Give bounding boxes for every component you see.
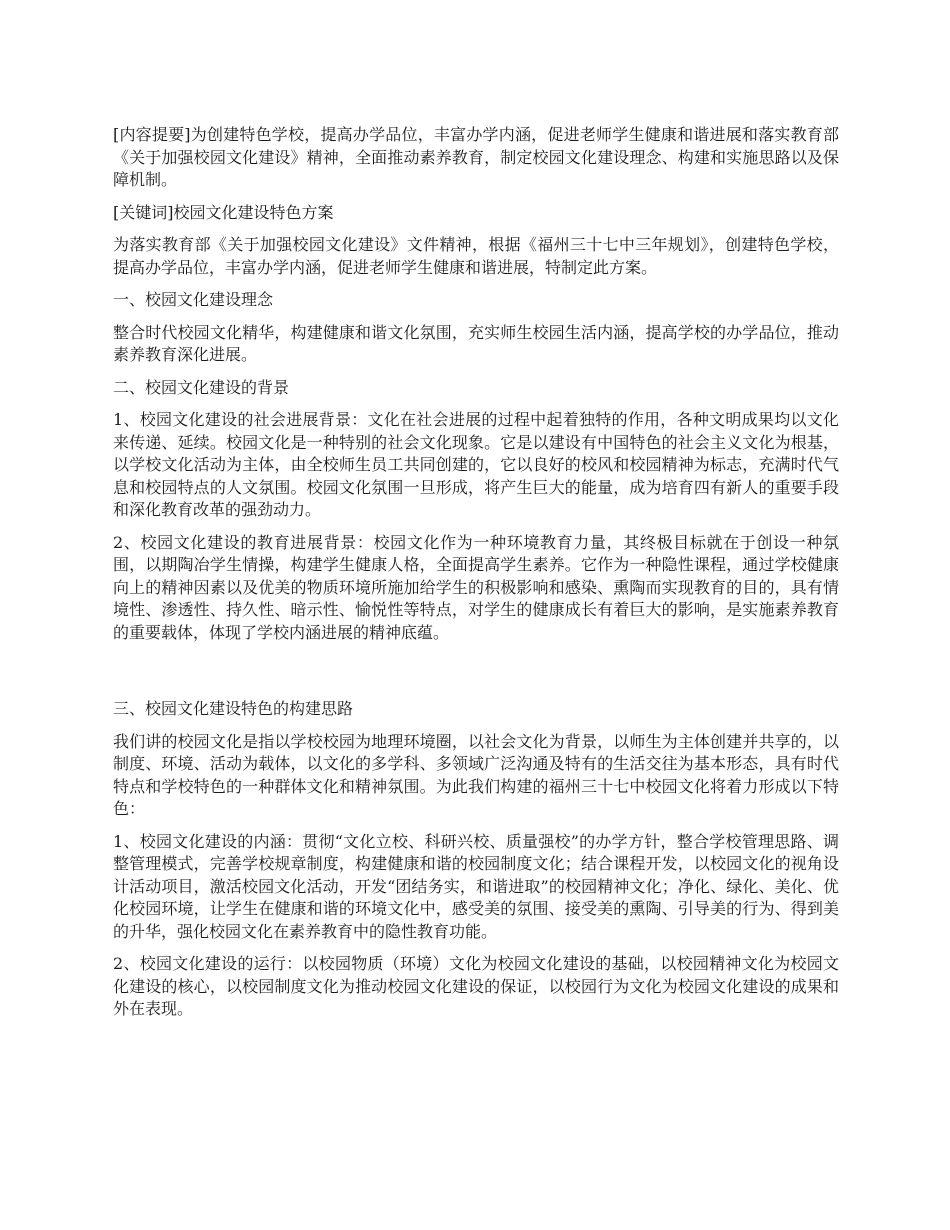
abstract-paragraph: [内容提要]为创建特色学校，提高办学品位，丰富办学内涵，促进老师学生健康和谐进展和落实教育部《关于加强校园文化建设》精神，全面推动素养教育，制定校园文化建设理念、构建和实施思路以及保障机制。 <box>113 125 839 189</box>
concept-paragraph: 整合时代校园文化精华，构建健康和谐文化氛围，充实师生校园生活内涵，提高学校的办学品位，推动素养教育深化进展。 <box>113 322 839 364</box>
blank-space <box>113 654 839 698</box>
section-heading-2: 二、校园文化建设的背景 <box>113 377 290 397</box>
section-heading-3: 三、校园文化建设特色的构建思路 <box>113 699 354 718</box>
social-background-paragraph: 1、校园文化建设的社会进展背景：文化在社会进展的过程中起着独特的作用，各种文明成果均以文化来传递、延续。校园文化是一种特别的社会文化现象。它是以建设有中国特色的社会主义文化为根基，以学校文化活动为主体，由全校师生员工共同创建的，它以良好的校风和校园精神为标志，充满时代气息和校园特点的人文氛围。校园文化氛围一旦形成，将产生巨大的能量，成为培育四有新人的重要手段和深化教育改革的强劲动力。 <box>113 410 839 519</box>
keywords-paragraph: [关键词]校园文化建设特色方案 <box>113 202 334 222</box>
education-background-paragraph: 2、校园文化建设的教育进展背景：校园文化作为一种环境教育力量，其终极目标就在于创设一种氛围，以期陶冶学生情操，构建学生健康人格，全面提高学生素养。它作为一种隐性课程，通过学校健康向上的精神因素以及优美的物质环境所施加给学生的积极影响和感染、熏陶而实现教育的目的，具有情境性、渗透性、持久性、暗示性、愉悦性等特点，对学生的健康成长有着巨大的影响，是实施素养教育的重要载体，体现了学校内涵进展的精神底蕴。 <box>113 532 839 642</box>
section-heading-1: 一、校园文化建设理念 <box>113 290 274 309</box>
document-page <box>113 124 839 1031</box>
intro-paragraph: 为落实教育部《关于加强校园文化建设》文件精神，根据《福州三十七中三年规划》，创建特色学校，提高办学品位，丰富办学内涵，促进老师学生健康和谐进展，特制定此方案。 <box>113 235 839 277</box>
culture-definition-paragraph: 我们讲的校园文化是指以学校校园为地理环境圈，以社会文化为背景，以师生为主体创建并共享的，以制度、环境、活动为载体，以文化的多学科、多领域广泛沟通及特有的生活交往为基本形态，具有时代特点和学校特色的一种群体文化和精神氛围。为此我们构建的福州三十七中校园文化将着力形成以下特色： <box>113 731 839 818</box>
operation-paragraph: 2、校园文化建设的运行：以校园物质（环境）文化为校园文化建设的基础，以校园精神文化为校园文化建设的核心，以校园制度文化为推动校园文化建设的保证，以校园行为文化为校园文化建设的成果和外在表现。 <box>113 954 839 1018</box>
connotation-paragraph: 1、校园文化建设的内涵：贯彻“文化立校、科研兴校、质量强校”的办学方针，整合学校管理思路、调整管理模式，完善学校规章制度，构建健康和谐的校园制度文化；结合课程开发，以校园文化的视角设计活动项目，激活校园文化活动，开发“团结务实，和谐进取”的校园精神文化；净化、绿化、美化、优化校园环境，让学生在健康和谐的环境文化中，感受美的氛围、接受美的熏陶、引导美的行为、得到美的升华，强化校园文化在素养教育中的隐性教育功能。 <box>113 831 839 941</box>
